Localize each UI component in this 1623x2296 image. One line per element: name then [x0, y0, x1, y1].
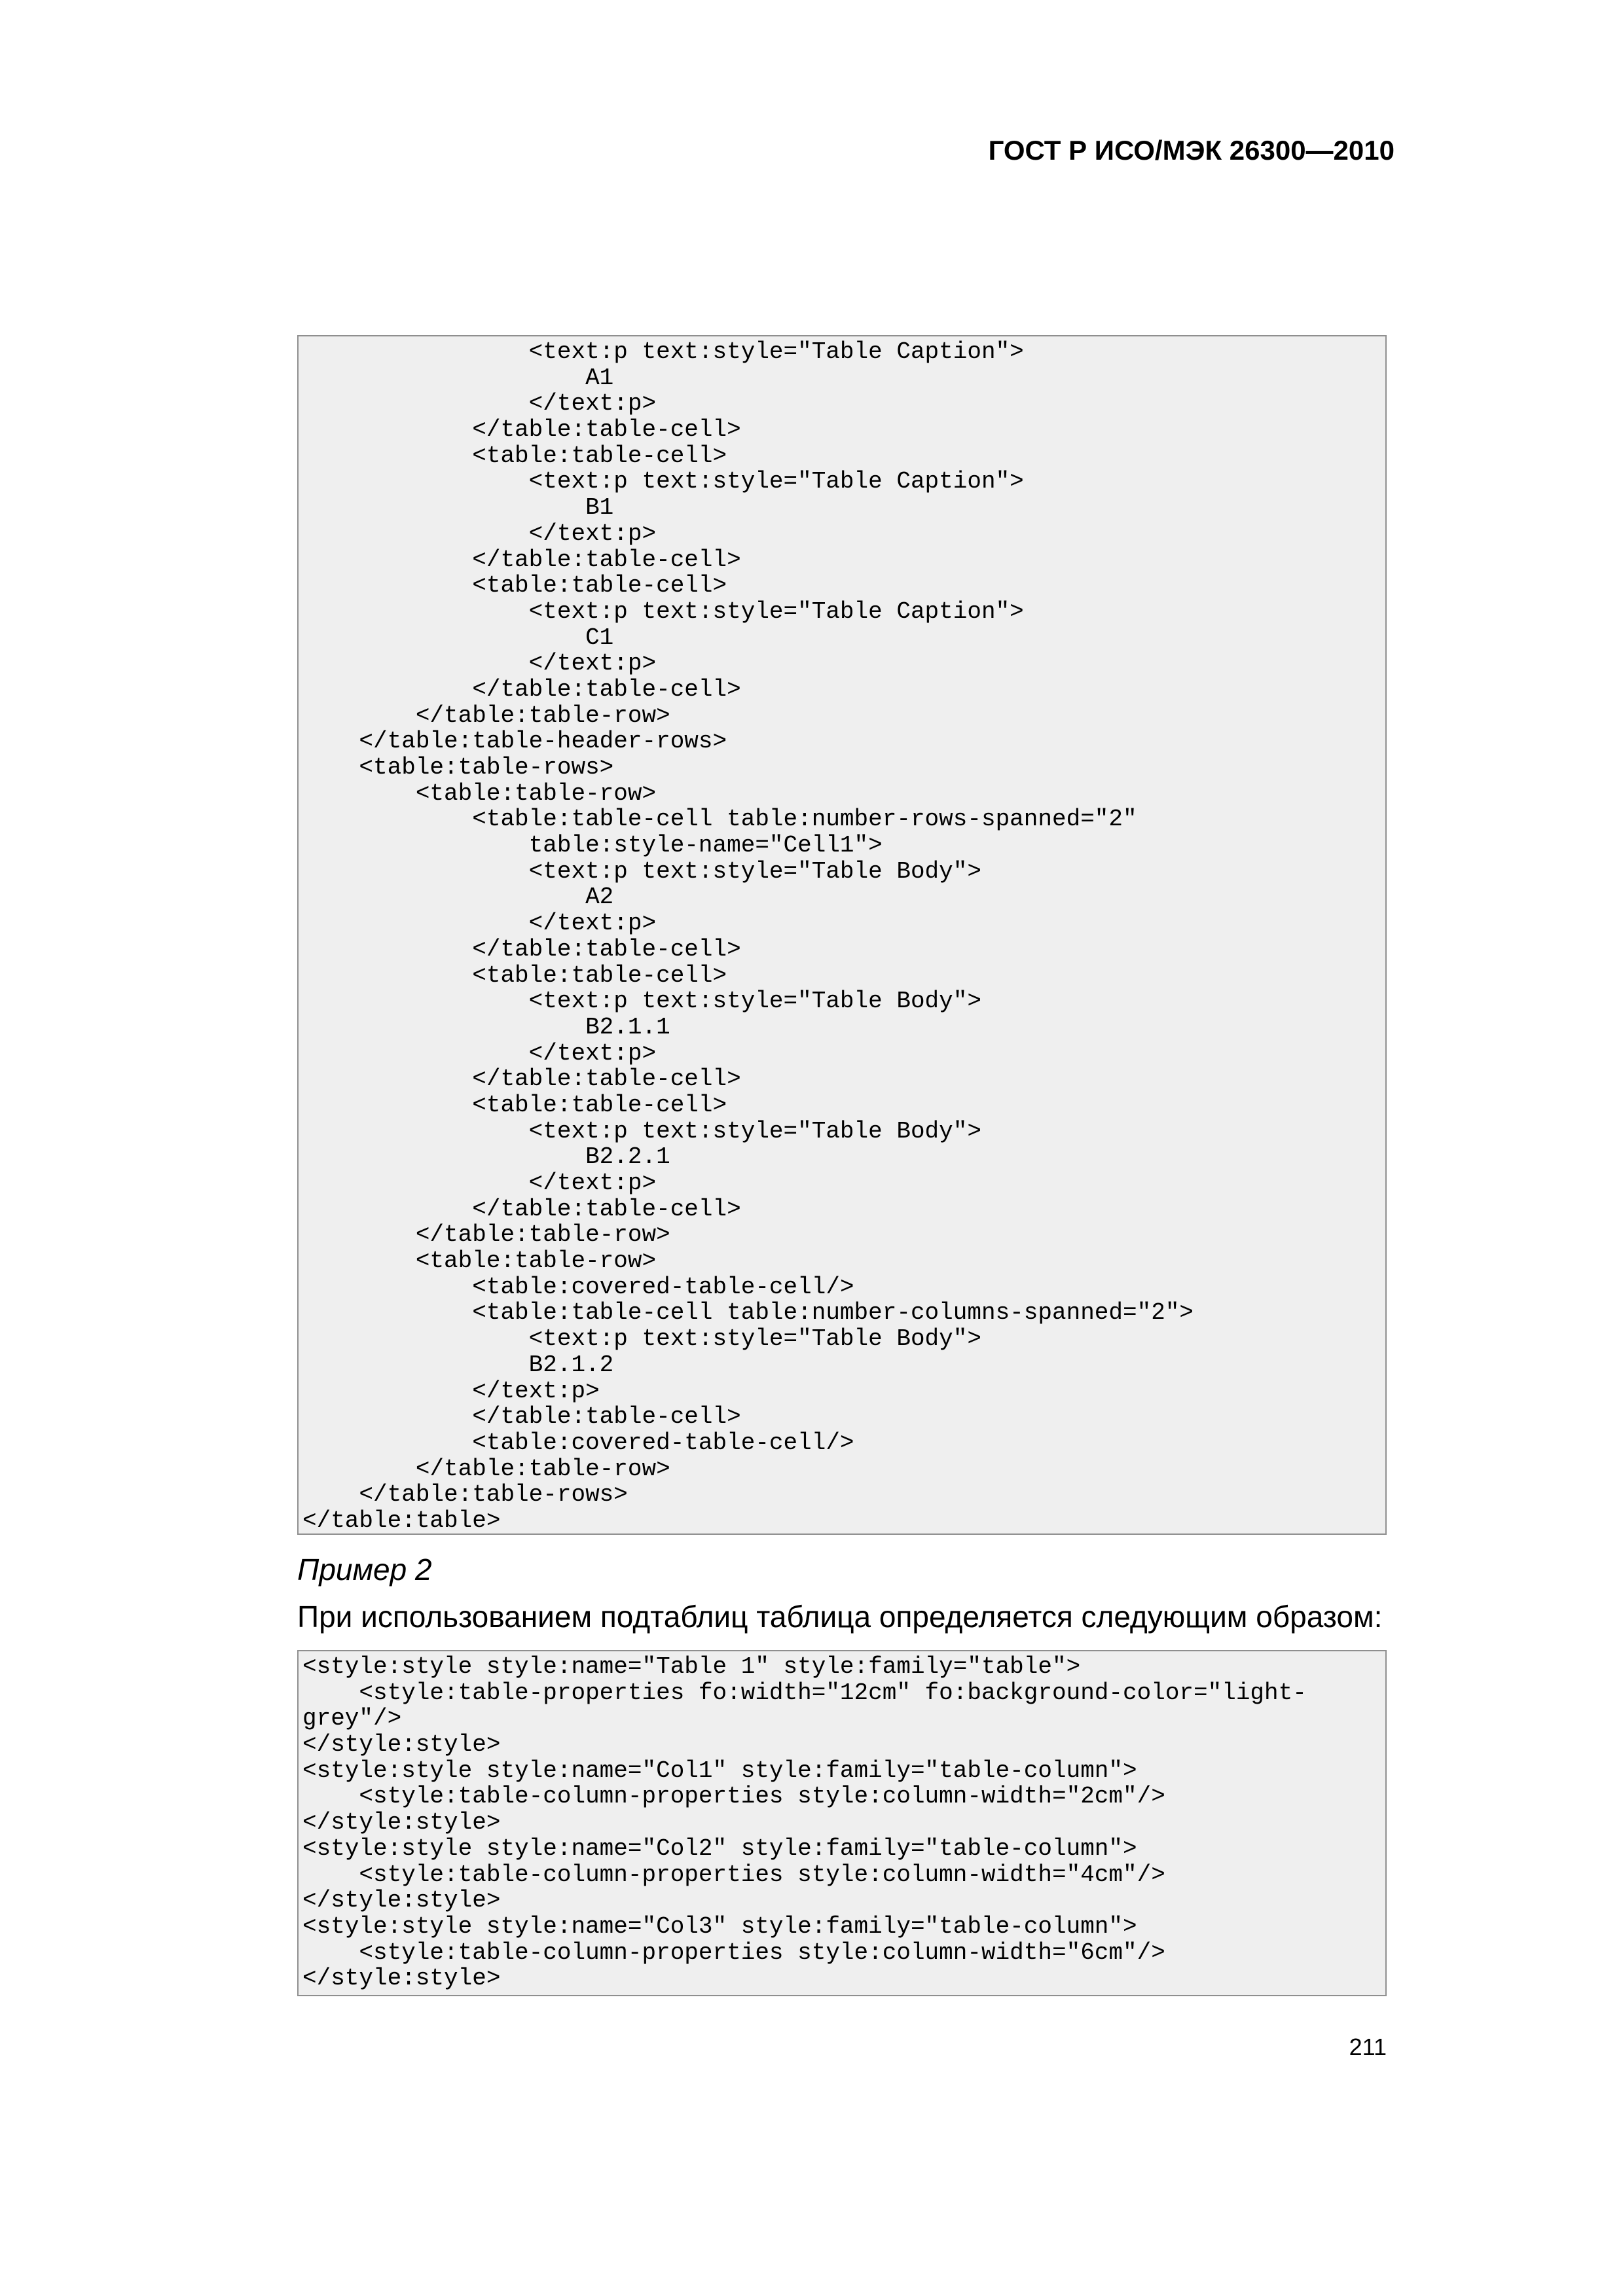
- code-line: <text:p text:style="Table Caption">: [302, 338, 1024, 365]
- code-line: <style:table-properties fo:width="12cm" fo:background-color="light-: [302, 1679, 1307, 1706]
- code-line: B2.1.2: [302, 1351, 614, 1378]
- code-line: <style:style style:name="Col3" style:family="table-column">: [302, 1912, 1137, 1940]
- code-line: <text:p text:style="Table Body">: [302, 988, 981, 1015]
- code-line: <table:table-cell>: [302, 442, 727, 469]
- code-line: </table:table-cell>: [302, 546, 741, 573]
- code-line: </style:style>: [302, 1887, 501, 1914]
- code-line: </table:table-row>: [302, 1455, 670, 1482]
- code-line: </style:style>: [302, 1731, 501, 1759]
- body-paragraph: При использованием подтаблиц таблица определяется следующим образом:: [297, 1600, 1383, 1634]
- code-line: </table:table-rows>: [302, 1481, 628, 1509]
- code-line: </table:table-cell>: [302, 1195, 741, 1223]
- code-line: <table:table-cell>: [302, 1091, 727, 1119]
- code-line: </table:table-cell>: [302, 416, 741, 444]
- code-line: <style:style style:name="Col2" style:family="table-column">: [302, 1835, 1137, 1862]
- code-line: </table:table-cell>: [302, 1066, 741, 1093]
- code-line: <table:covered-table-cell/>: [302, 1429, 854, 1456]
- code-line: <table:covered-table-cell/>: [302, 1273, 854, 1300]
- code-line: </text:p>: [302, 910, 657, 937]
- code-line: </table:table-cell>: [302, 935, 741, 963]
- code-line: <table:table-cell>: [302, 572, 727, 600]
- code-line: <style:style style:name="Table 1" style:family="table">: [302, 1653, 1081, 1680]
- code-line: <text:p text:style="Table Caption">: [302, 468, 1024, 495]
- code-line: <style:table-column-properties style:column-width="2cm"/>: [302, 1783, 1165, 1810]
- code-line: grey"/>: [302, 1705, 402, 1732]
- code-line: <style:table-column-properties style:column-width="4cm"/>: [302, 1861, 1165, 1888]
- code-line: B2.1.1: [302, 1013, 670, 1041]
- code-line: </text:p>: [302, 390, 657, 418]
- code-line: B2.2.1: [302, 1143, 670, 1171]
- code-line: <table:table-cell>: [302, 961, 727, 989]
- code-line: </text:p>: [302, 650, 657, 677]
- page-number: 211: [1349, 2034, 1387, 2060]
- code-line: </text:p>: [302, 520, 657, 547]
- code-line: <style:table-column-properties style:column-width="6cm"/>: [302, 1939, 1165, 1966]
- code-line: </table:table-row>: [302, 1221, 670, 1249]
- code-line: <text:p text:style="Table Body">: [302, 1325, 981, 1353]
- code-line: <text:p text:style="Table Body">: [302, 857, 981, 885]
- code-line: <text:p text:style="Table Body">: [302, 1117, 981, 1145]
- example-title: Пример 2: [297, 1552, 432, 1587]
- code-line: </text:p>: [302, 1377, 600, 1405]
- code-line: A1: [302, 364, 614, 391]
- code-line: B1: [302, 494, 614, 522]
- code-listing-style-xml: [297, 1650, 1387, 1996]
- code-line: </style:style>: [302, 1809, 501, 1837]
- code-line: <style:style style:name="Col1" style:family="table-column">: [302, 1757, 1137, 1784]
- code-line: </table:table-row>: [302, 702, 670, 729]
- code-line: </text:p>: [302, 1039, 657, 1067]
- document-header: ГОСТ Р ИСО/МЭК 26300—2010: [988, 135, 1395, 166]
- code-line: <table:table-cell table:number-rows-spanned="2": [302, 806, 1137, 833]
- code-line: </text:p>: [302, 1170, 657, 1196]
- code-line: </table:table-header-rows>: [302, 728, 727, 755]
- code-line: </table:table-cell>: [302, 675, 741, 703]
- code-line: </table:table>: [302, 1507, 501, 1534]
- code-line: <table:table-cell table:number-columns-spanned="2">: [302, 1299, 1194, 1327]
- code-line: </table:table-cell>: [302, 1403, 741, 1431]
- code-line: C1: [302, 624, 614, 651]
- code-line: table:style-name="Cell1">: [302, 832, 883, 859]
- code-line: <table:table-row>: [302, 780, 657, 807]
- code-listing-table-xml: [297, 335, 1387, 1535]
- code-line: </style:style>: [302, 1965, 501, 1992]
- code-line: <table:table-rows>: [302, 754, 614, 781]
- code-line: <text:p text:style="Table Caption">: [302, 598, 1024, 625]
- code-line: A2: [302, 884, 614, 911]
- code-line: <table:table-row>: [302, 1247, 657, 1275]
